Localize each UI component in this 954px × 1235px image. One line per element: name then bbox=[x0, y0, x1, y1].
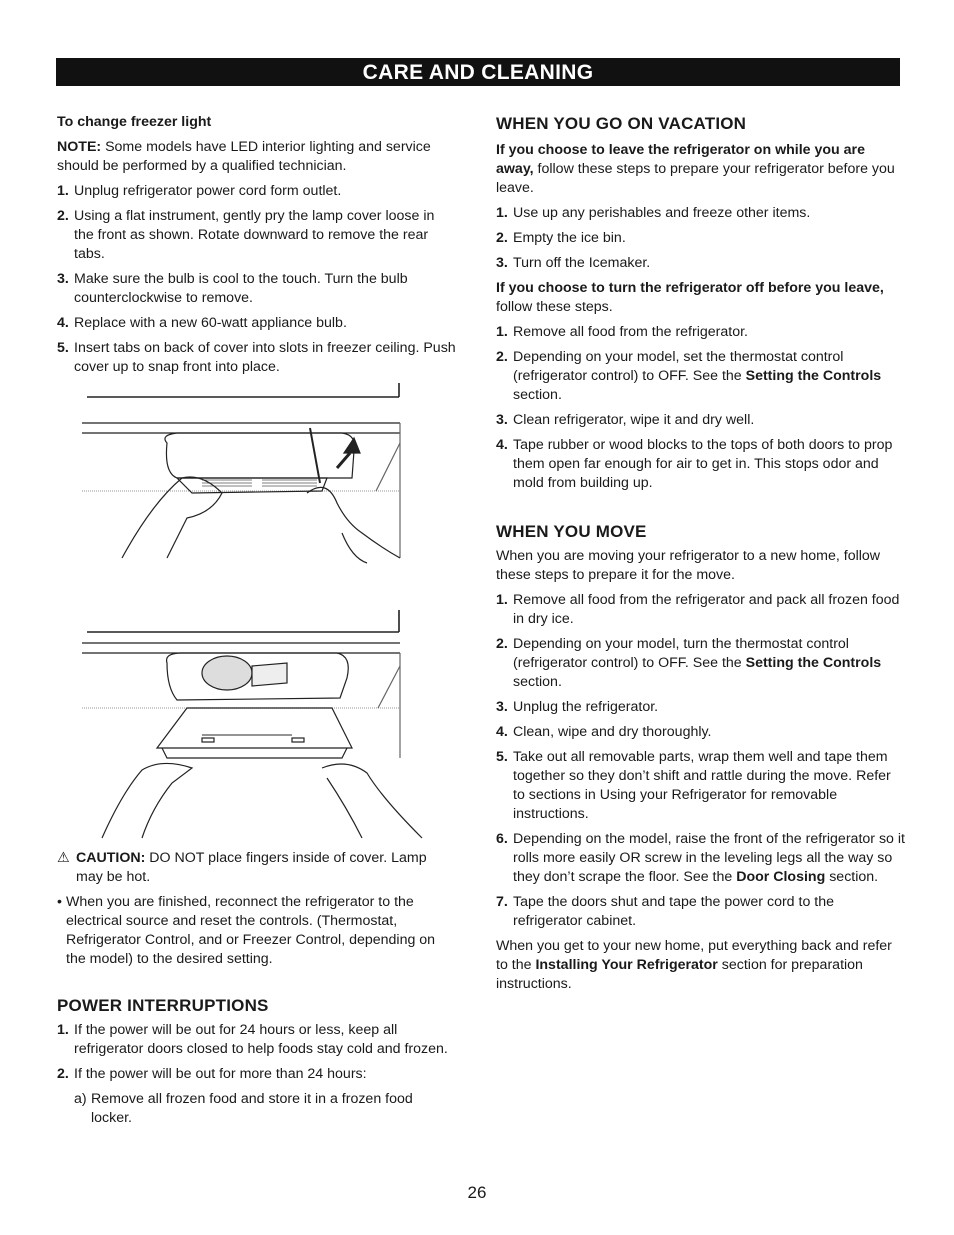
vacation-intro-off-text: follow these steps. bbox=[496, 299, 613, 315]
step-text: Unplug refrigerator power cord form outlet. bbox=[74, 183, 342, 199]
step-number: 4. bbox=[496, 724, 508, 740]
list-item bbox=[57, 1021, 457, 1059]
step-number: 1. bbox=[496, 592, 508, 608]
list-item bbox=[496, 748, 906, 824]
list-item bbox=[496, 229, 906, 248]
list-item bbox=[496, 411, 906, 430]
outro-text: section for preparation instructions. bbox=[496, 957, 863, 992]
step-number: 3. bbox=[496, 412, 508, 428]
list-item bbox=[496, 723, 906, 742]
step-text: Remove all food from the refrigerator. bbox=[513, 324, 748, 340]
step-number: 1. bbox=[496, 324, 508, 340]
step-number: 1. bbox=[496, 205, 508, 221]
step-text: Using a flat instrument, gently pry the lamp cover loose in the front as shown. Rotate downward to remove the rear tabs. bbox=[74, 208, 435, 262]
power-steps bbox=[57, 1021, 457, 1084]
finish-paragraph bbox=[57, 893, 457, 969]
vacation-intro-off bbox=[496, 279, 906, 317]
step-text: Clean, wipe and dry thoroughly. bbox=[513, 724, 712, 740]
step-number: 4. bbox=[57, 315, 69, 331]
left-column bbox=[57, 113, 457, 1134]
step-number: 6. bbox=[496, 831, 508, 847]
step-text: If the power will be out for 24 hours or less, keep all refrigerator doors closed to help foods stay cold and frozen. bbox=[74, 1022, 448, 1057]
caution-label: CAUTION: bbox=[76, 850, 146, 866]
substep-label: a) bbox=[74, 1091, 87, 1107]
step-number: 2. bbox=[57, 1066, 69, 1082]
step-text: If the power will be out for more than 24 hours: bbox=[74, 1066, 367, 1082]
step-number: 5. bbox=[57, 340, 69, 356]
page-number: 26 bbox=[467, 1183, 487, 1202]
outro-text-bold: Installing Your Refrigerator bbox=[535, 957, 718, 973]
step-number: 3. bbox=[57, 271, 69, 287]
list-item bbox=[496, 436, 906, 493]
step-text: section. bbox=[825, 869, 879, 885]
note-label: NOTE: bbox=[57, 139, 102, 155]
step-number: 1. bbox=[57, 1022, 69, 1038]
section-banner: CARE AND CLEANING bbox=[56, 58, 900, 86]
step-number: 2. bbox=[496, 230, 508, 246]
list-item bbox=[57, 1090, 457, 1128]
list-item bbox=[57, 1065, 457, 1084]
outro-text: When you get to your new home, put everything back and refer to the bbox=[496, 938, 892, 973]
vacation-off-steps bbox=[496, 323, 906, 493]
step-text-bold: Setting the Controls bbox=[745, 368, 882, 384]
vacation-intro-on bbox=[496, 141, 906, 198]
note-text: Some models have LED interior lighting and service should be performed by a qualified technician. bbox=[57, 139, 431, 174]
step-text: Replace with a new 60-watt appliance bulb. bbox=[74, 315, 347, 331]
move-intro: When you are moving your refrigerator to a new home, follow these steps to prepare it for the move. bbox=[496, 548, 881, 583]
note-paragraph bbox=[57, 138, 457, 176]
step-text: Remove all frozen food and store it in a frozen food locker. bbox=[91, 1091, 413, 1126]
step-number: 2. bbox=[57, 208, 69, 224]
move-heading: WHEN YOU MOVE bbox=[496, 522, 647, 541]
list-item bbox=[496, 635, 906, 692]
list-item bbox=[496, 591, 906, 629]
step-text-bold: Door Closing bbox=[736, 869, 826, 885]
vacation-intro-off-bold: If you choose to turn the refrigerator off before you leave, bbox=[496, 280, 884, 296]
list-item bbox=[57, 270, 457, 308]
list-item bbox=[496, 323, 906, 342]
step-text: Make sure the bulb is cool to the touch. Turn the bulb counterclockwise to remove. bbox=[74, 271, 408, 306]
list-item bbox=[496, 254, 906, 273]
move-outro bbox=[496, 937, 906, 994]
power-interruptions-heading: POWER INTERRUPTIONS bbox=[57, 996, 269, 1015]
step-text: Unplug the refrigerator. bbox=[513, 699, 659, 715]
list-item bbox=[57, 207, 457, 264]
step-number: 2. bbox=[496, 349, 508, 365]
step-text: Depending on your model, set the thermostat control (refrigerator control) to OFF. See the bbox=[513, 349, 844, 384]
list-item bbox=[57, 182, 457, 201]
step-number: 2. bbox=[496, 636, 508, 652]
list-item bbox=[496, 893, 906, 931]
step-text-bold: Setting the Controls bbox=[745, 655, 882, 671]
list-item bbox=[496, 348, 906, 405]
caution-paragraph bbox=[57, 849, 457, 887]
step-number: 4. bbox=[496, 437, 508, 453]
step-number: 3. bbox=[496, 255, 508, 271]
pry-lamp-cover-illustration bbox=[82, 383, 427, 608]
step-number: 7. bbox=[496, 894, 508, 910]
list-item bbox=[57, 339, 457, 377]
warning-triangle-icon: ⚠ bbox=[57, 850, 70, 866]
right-column bbox=[496, 113, 906, 1000]
freezer-light-steps bbox=[57, 182, 457, 377]
step-text: Remove all food from the refrigerator and pack all frozen food in dry ice. bbox=[513, 592, 900, 627]
list-item bbox=[496, 204, 906, 223]
caution-text: DO NOT place fingers inside of cover. Lamp may be hot. bbox=[76, 850, 427, 885]
step-text: Turn off the Icemaker. bbox=[513, 255, 651, 271]
list-item bbox=[57, 314, 457, 333]
step-text: Tape the doors shut and tape the power cord to the refrigerator cabinet. bbox=[513, 894, 835, 929]
step-text: Empty the ice bin. bbox=[513, 230, 626, 246]
step-text: Tape rubber or wood blocks to the tops of both doors to prop them open far enough for air to get in. This stops odor and mold from building up. bbox=[513, 437, 893, 491]
step-text: Clean refrigerator, wipe it and dry well. bbox=[513, 412, 755, 428]
list-item bbox=[496, 830, 906, 887]
step-text: section. bbox=[513, 674, 562, 690]
step-text: section. bbox=[513, 387, 562, 403]
step-text: Depending on your model, turn the thermostat control (refrigerator control) to OFF. See the bbox=[513, 636, 849, 671]
step-number: 1. bbox=[57, 183, 69, 199]
vacation-intro-on-bold: If you choose to leave the refrigerator on while you are away, bbox=[496, 142, 865, 177]
finish-text: When you are finished, reconnect the refrigerator to the electrical source and reset the controls. (Thermostat, Refrigerator Control, and or Freezer Control, depending on the model) to the desired setting. bbox=[66, 894, 436, 967]
step-text: Insert tabs on back of cover into slots in freezer ceiling. Push cover up to snap front into place. bbox=[74, 340, 456, 375]
power-substeps bbox=[57, 1090, 457, 1128]
step-number: 5. bbox=[496, 749, 508, 765]
step-text: Use up any perishables and freeze other items. bbox=[513, 205, 811, 221]
move-steps bbox=[496, 591, 906, 931]
step-number: 3. bbox=[496, 699, 508, 715]
bullet-icon: • bbox=[57, 894, 62, 910]
vacation-on-steps bbox=[496, 204, 906, 273]
vacation-heading: WHEN YOU GO ON VACATION bbox=[496, 114, 747, 133]
remove-lamp-cover-illustration bbox=[82, 608, 427, 843]
step-text: Depending on the model, raise the front of the refrigerator so it rolls more easily OR screw in the leveling legs all the way so they don’t scrape the floor. See the bbox=[513, 831, 905, 885]
freezer-light-title: To change freezer light bbox=[57, 114, 212, 130]
step-text: Take out all removable parts, wrap them well and tape them together so they don’t shift and rattle during the move. Refer to sections in Using your Refrigerator for removable instructions. bbox=[513, 749, 891, 822]
vacation-intro-on-text: follow these steps to prepare your refrigerator before you leave. bbox=[496, 161, 895, 196]
list-item bbox=[496, 698, 906, 717]
